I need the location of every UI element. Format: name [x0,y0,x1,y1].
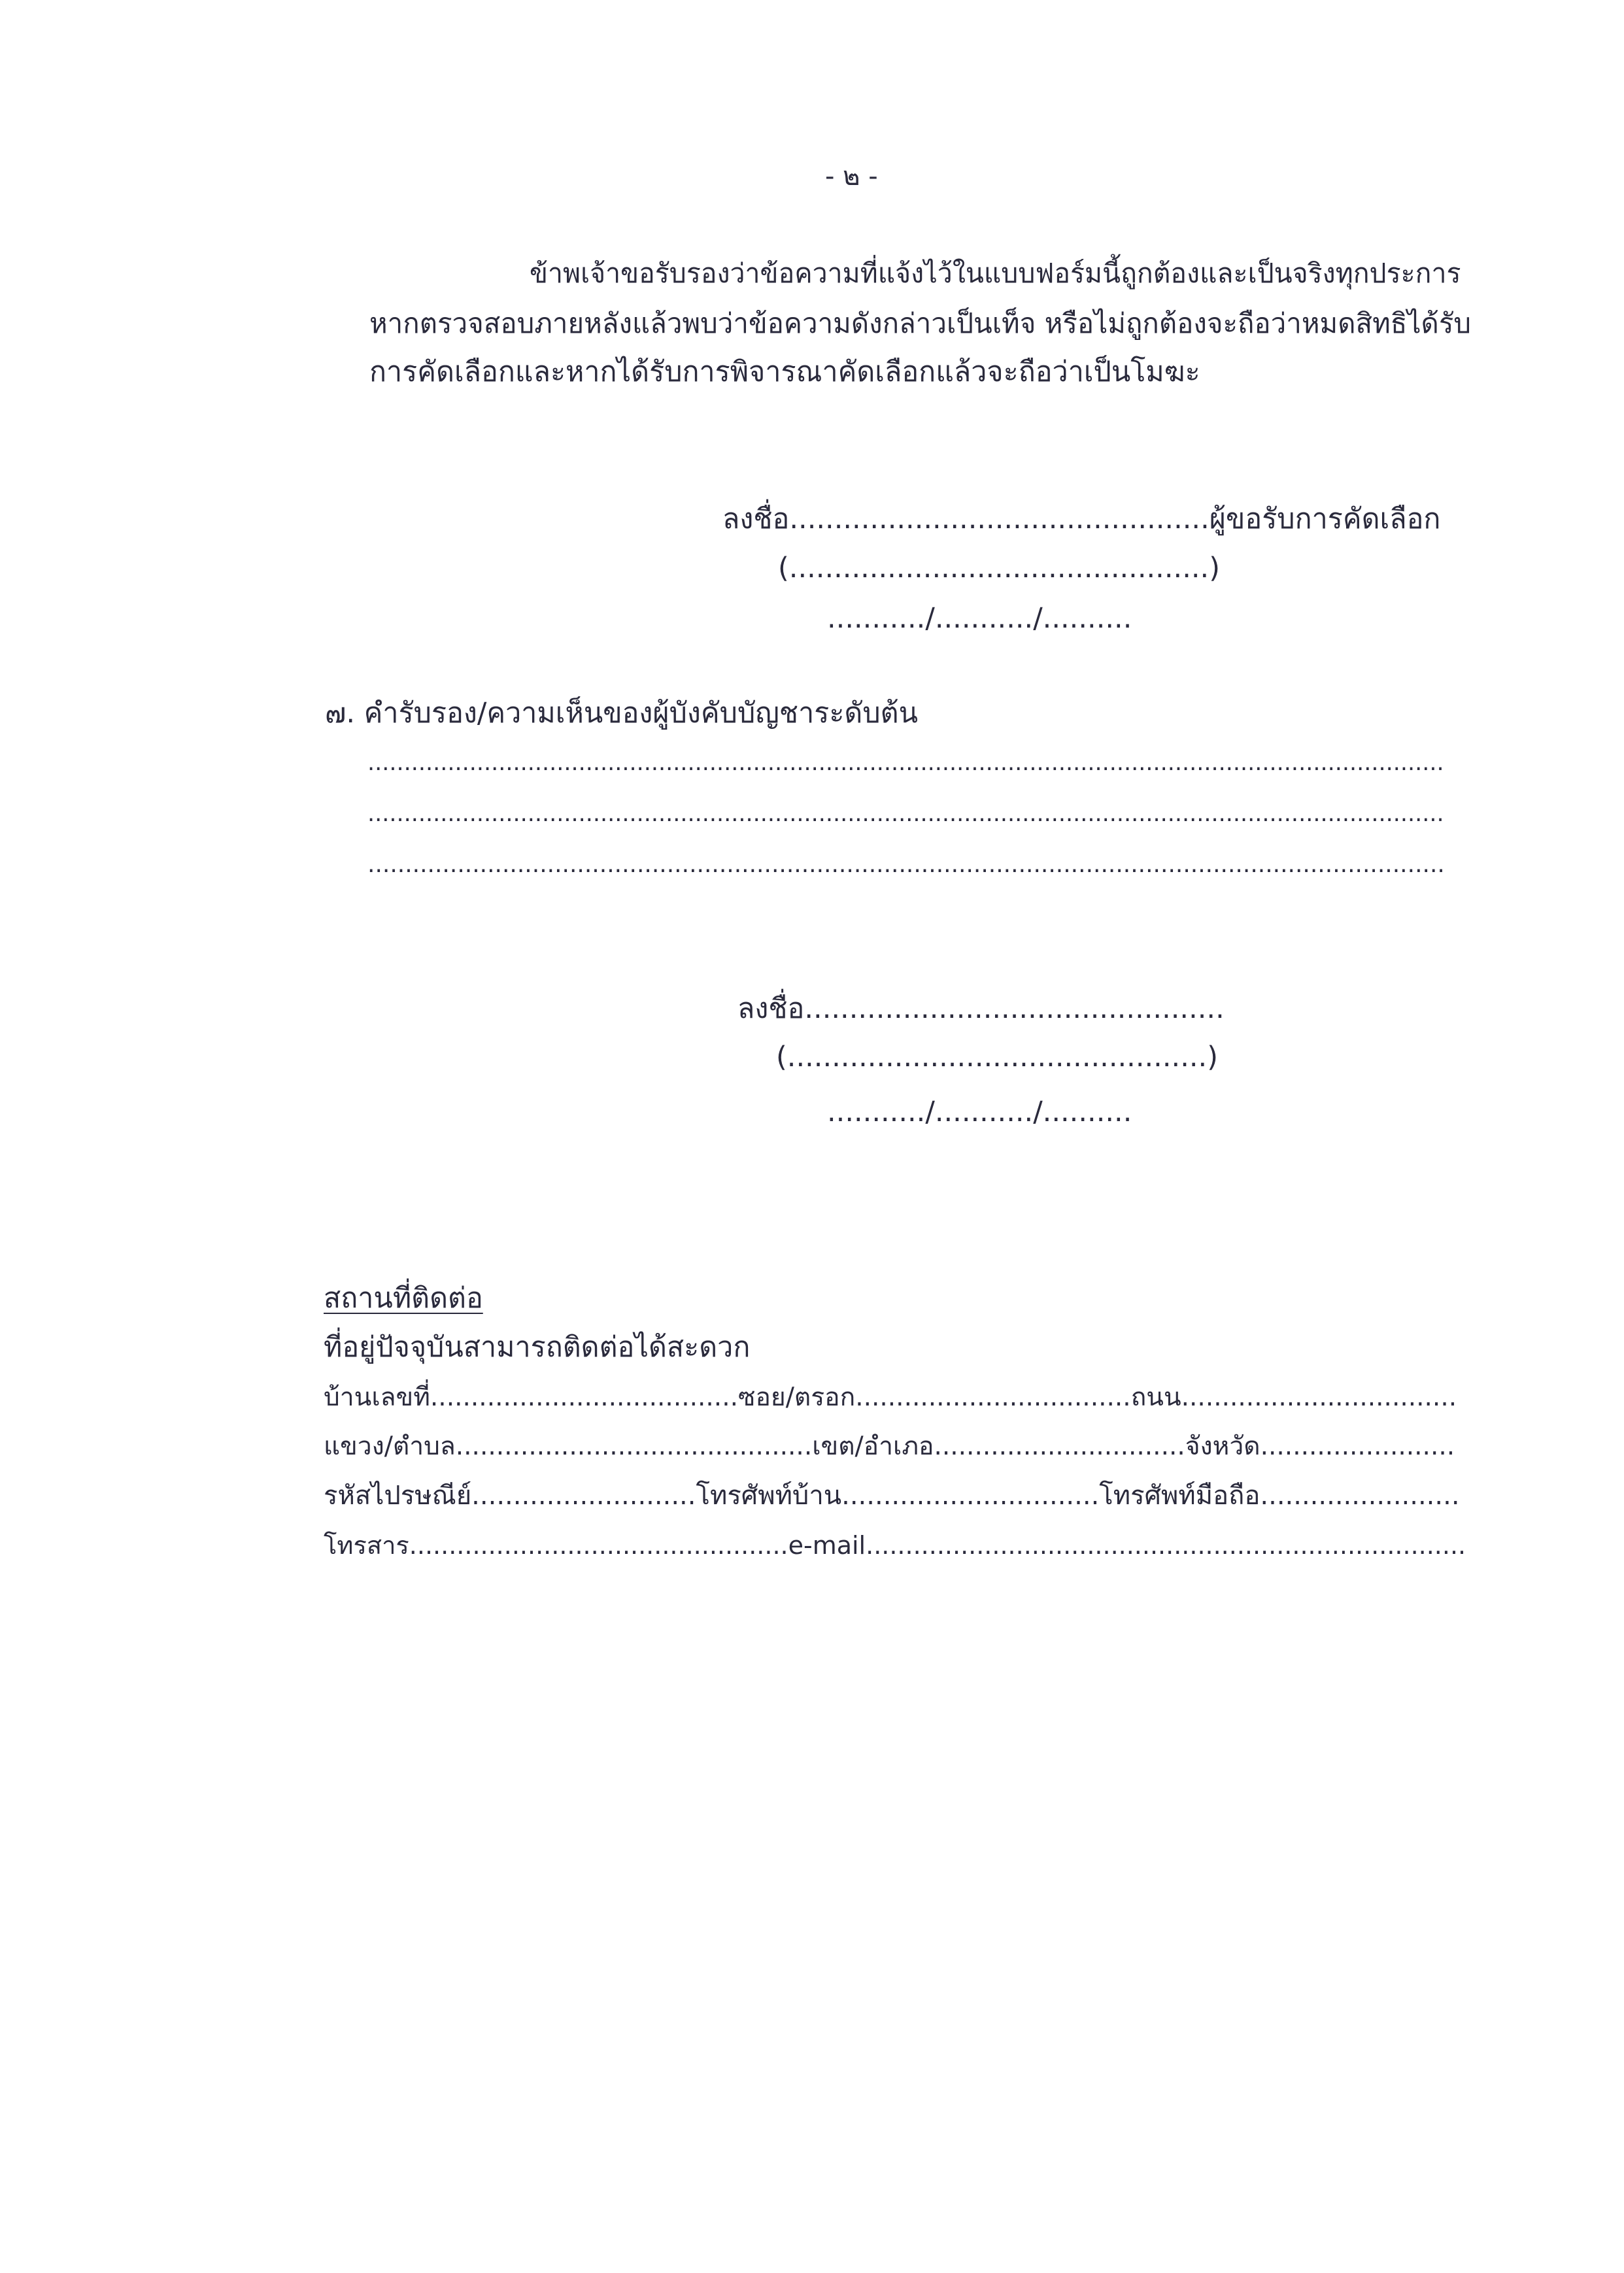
certification-line-2: หากตรวจสอบภายหลังแล้วพบว่าข้อความดังกล่าวเป็นเท็จ หรือไม่ถูกต้องจะถือว่าหมดสิทธิได้รับ [369,307,1472,339]
applicant-name-line: (...............................................) [778,552,1220,584]
contact-address-row-2: แขวง/ตำบล............................................เขต/อำเภอ...............................จังหวัด........................ [324,1432,1455,1461]
contact-fax-email-row: โทรสาร................................................e-mail............................................................................ [324,1531,1466,1560]
section-7-line-3: ................................................................................................................................................ [367,851,1445,878]
applicant-date-line: .........../.........../.......... [827,602,1132,635]
supervisor-name-line: (...............................................) [776,1041,1218,1073]
applicant-signature-line: ลงชื่อ...............................................ผู้ขอรับการคัดเลือก [722,503,1441,535]
contact-subtitle: ที่อยู่ปัจจุบันสามารถติดต่อได้สะดวก [324,1331,751,1364]
certification-line-1: ข้าพเจ้าขอรับรองว่าข้อความที่แจ้งไว้ในแบบฟอร์มนี้ถูกต้องและเป็นจริงทุกประการ [530,258,1461,289]
section-7-line-1: .................................................................................................................................................... [367,750,1444,776]
supervisor-date-line: .........../.........../.......... [827,1096,1132,1128]
contact-address-row-1: บ้านเลขที่......................................ซอย/ตรอก..................................ถนน.................................. [324,1383,1457,1412]
section-7-heading: ๗. คำรับรอง/ความเห็นของผู้บังคับบัญชาระดับต้น [325,697,918,730]
contact-heading: สถานที่ติดต่อ [324,1282,483,1315]
contact-phone-row: รหัสไปรษณีย์...........................โทรศัพท์บ้าน...............................โทรศัพท์มือถือ........................ [324,1481,1460,1511]
certification-line-3: การคัดเลือกและหากได้รับการพิจารณาคัดเลือกแล้วจะถือว่าเป็นโมฆะ [369,356,1200,388]
supervisor-signature-line: ลงชื่อ............................................... [737,992,1225,1025]
page-number: - ๒ - [825,161,878,192]
section-7-line-2: .................................................................................................................................................... [367,801,1444,827]
